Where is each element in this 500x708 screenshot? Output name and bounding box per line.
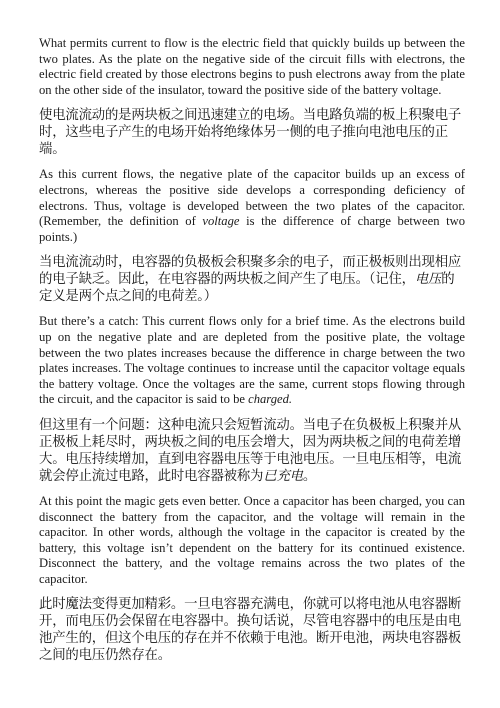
paragraph-zh-1 <box>39 107 465 158</box>
paragraph-zh-4 <box>39 596 465 664</box>
paragraph-en-4 <box>39 494 465 588</box>
document-page <box>39 36 465 673</box>
paragraph-en-2 <box>39 167 465 245</box>
text-run: 但这里有一个问题：这种电流只会短暂流动。当电子在负极板上积聚并从正极板上耗尽时，两块板之间的电压会增大，因为两块板之间的电荷差增大。电压持续增加，直到电容器电压等于电池电压。一旦电压相等，电流就会停止流过电路，此时电容器被称为 <box>39 417 462 484</box>
text-run: As this current flows, the negative plate of the capacitor builds up an excess of electrons, whereas the positive side develops a corresponding deficiency of electrons. Thus, voltage is developed between the two plates of the capacitor. (Remember, the definition of <box>39 167 465 229</box>
paragraph-zh-3 <box>39 417 465 485</box>
text-run: 使电流流动的是两块板之间迅速建立的电场。当电路负端的板上积聚电子时，这些电子产生的电场开始将绝缘体另一侧的电子推向电池电压的正端。 <box>39 108 462 158</box>
paragraph-en-3 <box>39 314 465 408</box>
italic-term: 电压 <box>414 272 442 288</box>
text-run: What permits current to flow is the electric field that quickly builds up between the two plates. As the plate on the negative side of the circuit fills with electrons, the electric field created by those electrons begins to push electrons away from the plate on the other side of the insulator, toward the positive side of the battery voltage. <box>39 36 465 97</box>
text-run: 。 <box>302 468 317 484</box>
text-run: 的定义是两个点之间的电荷差。） <box>39 272 455 305</box>
italic-term: charged. <box>248 392 293 407</box>
text-run: At this point the magic gets even better. Once a capacitor has been charged, you can disconnect the battery from the capacitor, and the voltage will remain in the capacitor. In other words, although the voltage in the capacitor is created by the battery, this voltage isn’t dependent on the battery for its continued existence. Disconnect the battery, and the voltage remains across the two plates of the capacitor. <box>39 493 465 586</box>
text-run: 当电流流动时，电容器的负极板会积聚多余的电子，而正极板则出现相应的电子缺乏。因此，在电容器的两块板之间产生了电压。（记住， <box>39 255 462 288</box>
italic-term: 已充电 <box>263 468 303 484</box>
paragraph-en-1 <box>39 36 465 98</box>
text-run: But there’s a catch: This current flows only for a brief time. As the electrons build up on the negative plate and are depleted from the positive plate, the voltage between the two plates increases because the difference in charge between the two plates increases. The voltage continues to increase until the capacitor voltage equals the battery voltage. Once the voltages are the same, current stops flowing through the circuit, and the capacitor is said to be <box>39 314 465 407</box>
italic-term: voltage <box>202 214 240 229</box>
text-run: 此时魔法变得更加精彩。一旦电容器充满电，你就可以将电池从电容器断开，而电压仍会保留在电容器中。换句话说，尽管电容器中的电压是由电池产生的，但这个电压的存在并不依赖于电池。断开电池，两块电容器板之间的电压仍然存在。 <box>39 597 462 664</box>
paragraph-zh-2 <box>39 254 465 305</box>
text-run: is the difference of charge between two points.) <box>39 214 466 244</box>
